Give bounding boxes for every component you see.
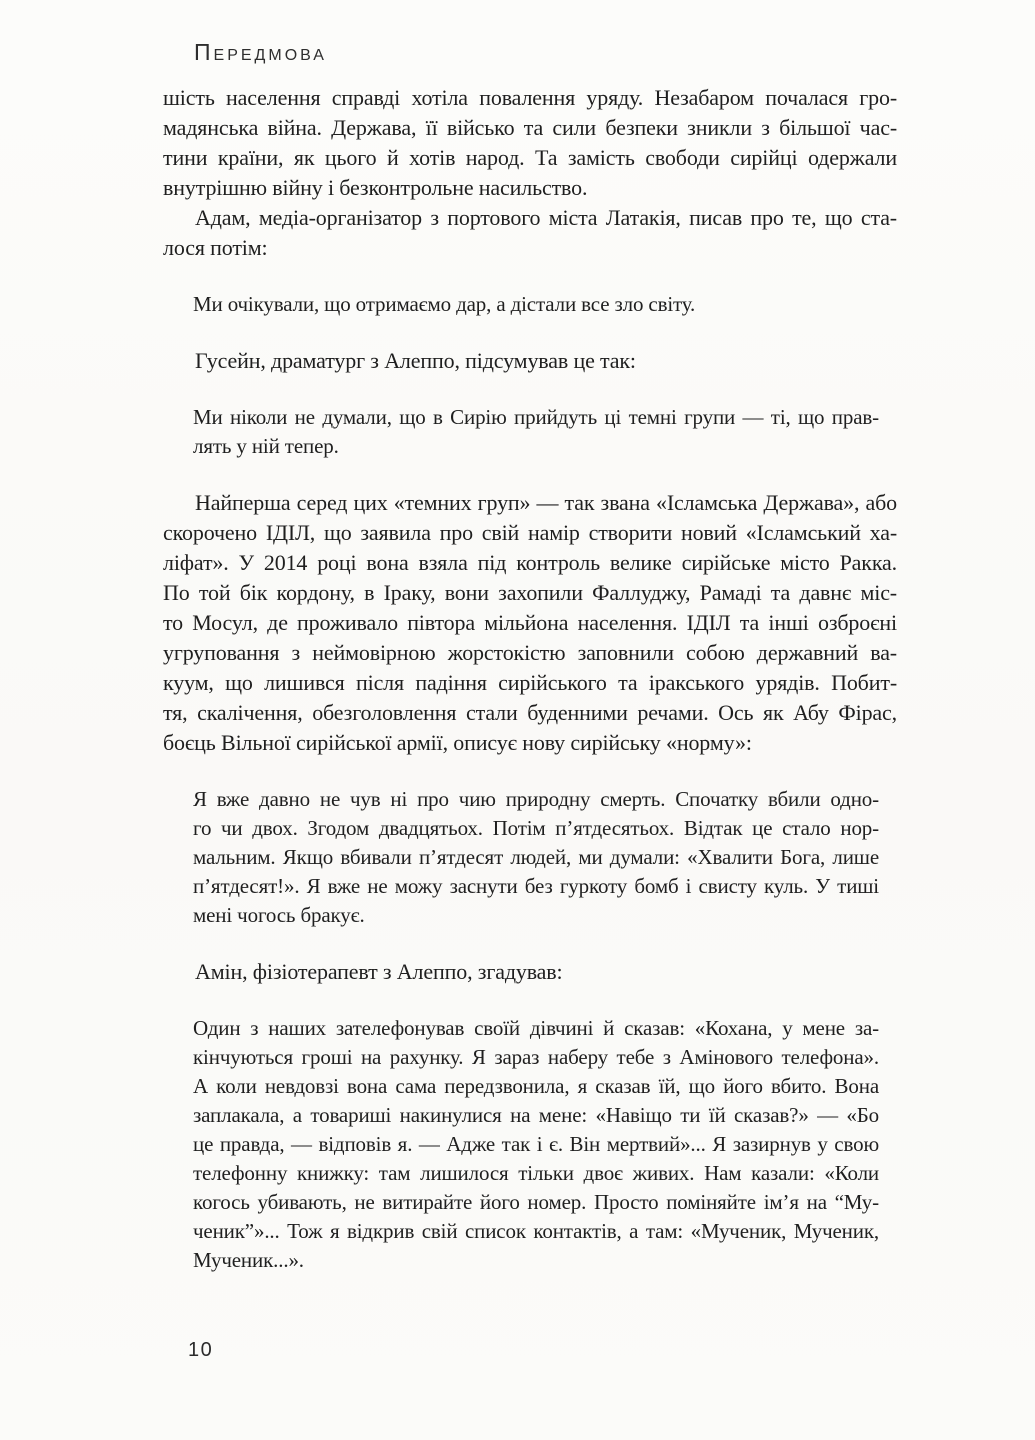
paragraph — [163, 957, 897, 987]
text-line: кінчуються гроші на рахунку. Я зараз наберу тебе з Амінового телефона». — [193, 1045, 879, 1069]
text-line: внутрішню війну і безконтрольне насильство. — [163, 175, 588, 200]
text-line: тини країни, як цього й хотів народ. Та замість свободи сирійці одержали — [163, 145, 897, 170]
text-line: Я вже давно не чув ні про чию природну смерть. Спочатку вбили одно- — [193, 787, 879, 811]
paragraph — [163, 488, 897, 758]
block-quote — [193, 785, 879, 930]
text-line: ліфат». У 2014 році вона взяла під контроль велике сирійське місто Ракка. — [163, 550, 897, 575]
text-line: мадянська війна. Держава, її військо та сили безпеки зникли з більшої час- — [163, 115, 897, 140]
text-line: А коли невдовзі вона сама передзвонила, я сказав їй, що його вбито. Вона — [193, 1074, 879, 1098]
text-line: ченик”»... Тож я відкрив свій список контактів, а там: «Мученик, Мученик, — [193, 1219, 879, 1243]
text-line: лять у ній тепер. — [193, 434, 339, 458]
text-line: Найперша серед цих «темних груп» — так звана «Ісламська Держава», або — [195, 490, 897, 515]
text-line: шість населення справді хотіла повалення уряду. Незабаром почалася гро- — [163, 85, 897, 110]
text-line: куум, що лишився після падіння сирійського та іракського урядів. Побит- — [163, 670, 897, 695]
text-line: Ми очікували, що отримаємо дар, а дістали все зло світу. — [193, 292, 696, 316]
text-line: скорочено ІДІЛ, що заявила про свій намір створити новий «Ісламський ха- — [163, 520, 897, 545]
text-line: Гусейн, драматург з Алеппо, підсумував це так: — [195, 348, 636, 373]
text-line: заплакала, а товариші накинулися на мене: «Навіщо ти їй сказав?» — «Бо — [193, 1103, 879, 1127]
chapter-running-header: Передмова — [194, 39, 327, 65]
text-line: Один з наших зателефонував своїй дівчині й сказав: «Кохана, у мене за- — [193, 1016, 879, 1040]
text-line: го чи двох. Згодом двадцятьох. Потім п’ятдесятьох. Відтак це стало нор- — [193, 816, 879, 840]
text-line: Мученик...». — [193, 1248, 304, 1272]
block-quote — [193, 290, 879, 319]
paragraph — [163, 346, 897, 376]
page-number: 10 — [188, 1339, 214, 1361]
text-line: то Мосул, де проживало півтора мільйона населення. ІДІЛ та інші озброєні — [163, 610, 897, 635]
text-line: угруповання з неймовірною жорстокістю заповнили собою державний ва- — [163, 640, 897, 665]
text-line: лося потім: — [163, 235, 268, 260]
text-line: тя, скалічення, обезголовлення стали буденними речами. Ось як Абу Фірас, — [163, 700, 897, 725]
text-line: телефонну книжку: там лишилося тільки двоє живих. Нам казали: «Коли — [193, 1161, 879, 1185]
text-line: боєць Вільної сирійської армії, описує нову сирійську «норму»: — [163, 730, 752, 755]
paragraph — [163, 83, 897, 203]
text-line: По той бік кордону, в Іраку, вони захопили Фаллуджу, Рамаді та давнє міс- — [163, 580, 897, 605]
text-line: Амін, фізіотерапевт з Алеппо, згадував: — [195, 959, 563, 984]
text-line: п’ятдесят!». Я вже не можу заснути без гуркоту бомб і свисту куль. У тиші — [193, 874, 879, 898]
text-line: це правда, — відповів я. — Адже так і є. Він мертвий»... Я зазирнув у свою — [193, 1132, 879, 1156]
text-line: Ми ніколи не думали, що в Сирію прийдуть ці темні групи — ті, що прав- — [193, 405, 879, 429]
text-line: когось убивають, не витирайте його номер. Просто поміняйте ім’я на “Му- — [193, 1190, 879, 1214]
text-line: мені чогось бракує. — [193, 903, 365, 927]
text-line: Адам, медіа-організатор з портового міста Латакія, писав про те, що ста- — [195, 205, 897, 230]
block-quote — [193, 1014, 879, 1275]
block-quote — [193, 403, 879, 461]
paragraph — [163, 203, 897, 263]
text-line: мальним. Якщо вбивали п’ятдесят людей, ми думали: «Хвалити Бога, лише — [193, 845, 879, 869]
